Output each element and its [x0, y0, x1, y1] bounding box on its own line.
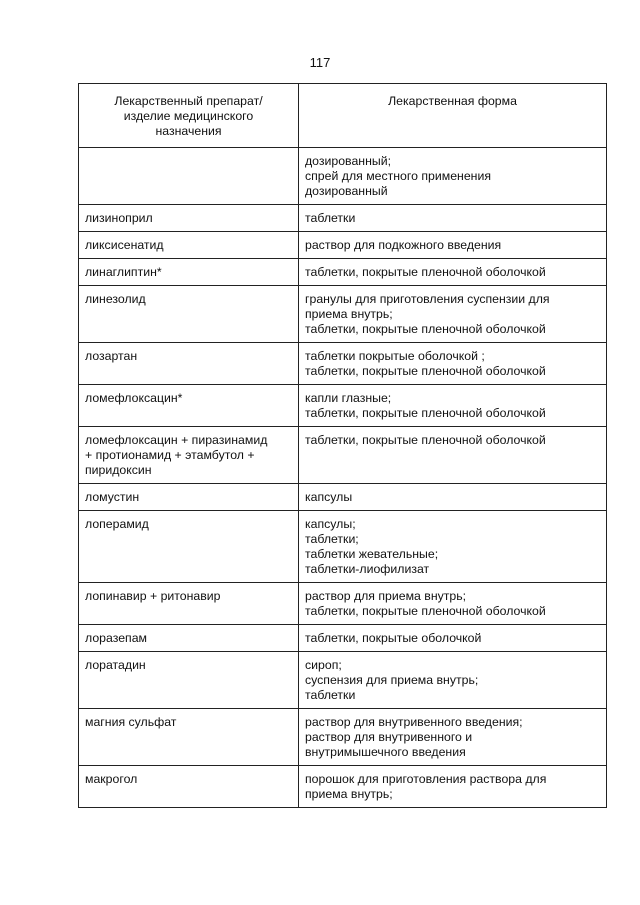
drug-name-line: ломефлоксацин*	[85, 391, 183, 405]
table-row	[79, 652, 607, 709]
dosage-form-line: раствор для приема внутрь;	[305, 589, 467, 603]
dosage-form-line: таблетки	[305, 688, 356, 702]
dosage-form-cell	[299, 484, 607, 511]
dosage-form-line: капли глазные;	[305, 391, 392, 405]
drug-name-line: линезолид	[85, 292, 146, 306]
drug-cell	[79, 343, 299, 385]
dosage-form-cell	[299, 205, 607, 232]
drug-name-line: пиридоксин	[85, 463, 152, 477]
table-row	[79, 148, 607, 205]
dosage-form-line: таблетки, покрытые пленочной оболочкой	[305, 433, 546, 447]
dosage-form-cell	[299, 286, 607, 343]
header-line: назначения	[155, 124, 222, 138]
drug-name-line: лопинавир + ритонавир	[85, 589, 221, 603]
dosage-form-line: таблетки, покрытые пленочной оболочкой	[305, 322, 546, 336]
drug-cell	[79, 286, 299, 343]
table-body	[79, 148, 607, 808]
dosage-form-line: таблетки, покрытые оболочкой	[305, 631, 482, 645]
header-form	[299, 84, 607, 148]
header-line: Лекарственная форма	[388, 94, 517, 108]
drug-name-line: лоразепам	[85, 631, 147, 645]
dosage-form-cell	[299, 343, 607, 385]
dosage-form-line: таблетки, покрытые пленочной оболочкой	[305, 265, 546, 279]
header-line: Лекарственный препарат/	[114, 94, 263, 108]
dosage-form-line: таблетки покрытые оболочкой ;	[305, 349, 485, 363]
table-row	[79, 583, 607, 625]
dosage-form-line: суспензия для приема внутрь;	[305, 673, 479, 687]
drug-name-line: макрогол	[85, 772, 138, 786]
table-row	[79, 766, 607, 808]
drug-name-line: магния сульфат	[85, 715, 177, 729]
table-row	[79, 484, 607, 511]
table-row	[79, 259, 607, 286]
drug-cell	[79, 484, 299, 511]
dosage-form-line: сироп;	[305, 658, 342, 672]
dosage-form-line: порошок для приготовления раствора для	[305, 772, 547, 786]
table-row	[79, 427, 607, 484]
drug-name-line: лоратадин	[85, 658, 146, 672]
dosage-form-line: капсулы;	[305, 517, 356, 531]
drug-name-line: + протионамид + этамбутол +	[85, 448, 255, 462]
dosage-form-line: таблетки;	[305, 532, 359, 546]
table-row	[79, 709, 607, 766]
dosage-form-line: раствор для внутривенного введения;	[305, 715, 523, 729]
dosage-form-line: таблетки, покрытые пленочной оболочкой	[305, 604, 546, 618]
dosage-form-line: внутримышечного введения	[305, 745, 466, 759]
drug-cell	[79, 427, 299, 484]
drug-cell	[79, 232, 299, 259]
drug-cell	[79, 148, 299, 205]
dosage-form-line: таблетки, покрытые пленочной оболочкой	[305, 364, 546, 378]
dosage-form-cell	[299, 511, 607, 583]
table-row	[79, 625, 607, 652]
dosage-form-line: приема внутрь;	[305, 787, 393, 801]
dosage-form-line: таблетки жевательные;	[305, 547, 439, 561]
drug-cell	[79, 652, 299, 709]
dosage-form-line: спрей для местного применения	[305, 169, 491, 183]
dosage-form-cell	[299, 625, 607, 652]
dosage-form-line: дозированный	[305, 184, 388, 198]
drug-name-line: лозартан	[85, 349, 138, 363]
drug-name-line: лизиноприл	[85, 211, 153, 225]
table-row	[79, 385, 607, 427]
dosage-form-line: гранулы для приготовления суспензии для	[305, 292, 550, 306]
dosage-form-cell	[299, 766, 607, 808]
dosage-form-cell	[299, 709, 607, 766]
dosage-form-cell	[299, 259, 607, 286]
dosage-form-cell	[299, 232, 607, 259]
dosage-form-line: таблетки, покрытые пленочной оболочкой	[305, 406, 546, 420]
dosage-form-line: капсулы	[305, 490, 353, 504]
dosage-form-line: раствор для внутривенного и	[305, 730, 473, 744]
drug-cell	[79, 205, 299, 232]
table-row	[79, 286, 607, 343]
drug-cell	[79, 766, 299, 808]
dosage-form-cell	[299, 583, 607, 625]
drug-name-line: лоперамид	[85, 517, 149, 531]
dosage-form-cell	[299, 148, 607, 205]
drug-cell	[79, 511, 299, 583]
dosage-form-line: таблетки	[305, 211, 356, 225]
dosage-form-line: приема внутрь;	[305, 307, 393, 321]
drug-table	[78, 83, 607, 808]
table-row	[79, 511, 607, 583]
table-row	[79, 232, 607, 259]
dosage-form-cell	[299, 652, 607, 709]
drug-name-line: ломефлоксацин + пиразинамид	[85, 433, 268, 447]
header-drug	[79, 84, 299, 148]
drug-name-line: ликсисенатид	[85, 238, 164, 252]
drug-name-line: ломустин	[85, 490, 140, 504]
drug-cell	[79, 259, 299, 286]
table-row	[79, 343, 607, 385]
table-header-row	[79, 84, 607, 148]
drug-cell	[79, 625, 299, 652]
dosage-form-cell	[299, 427, 607, 484]
drug-cell	[79, 583, 299, 625]
dosage-form-cell	[299, 385, 607, 427]
drug-name-line: линаглиптин*	[85, 265, 162, 279]
drug-cell	[79, 709, 299, 766]
page-number: 117	[309, 55, 331, 70]
dosage-form-line: дозированный;	[305, 154, 392, 168]
dosage-form-line: раствор для подкожного введения	[305, 238, 502, 252]
table-row	[79, 205, 607, 232]
drug-cell	[79, 385, 299, 427]
header-line: изделие медицинского	[123, 109, 254, 123]
dosage-form-line: таблетки-лиофилизат	[305, 562, 430, 576]
